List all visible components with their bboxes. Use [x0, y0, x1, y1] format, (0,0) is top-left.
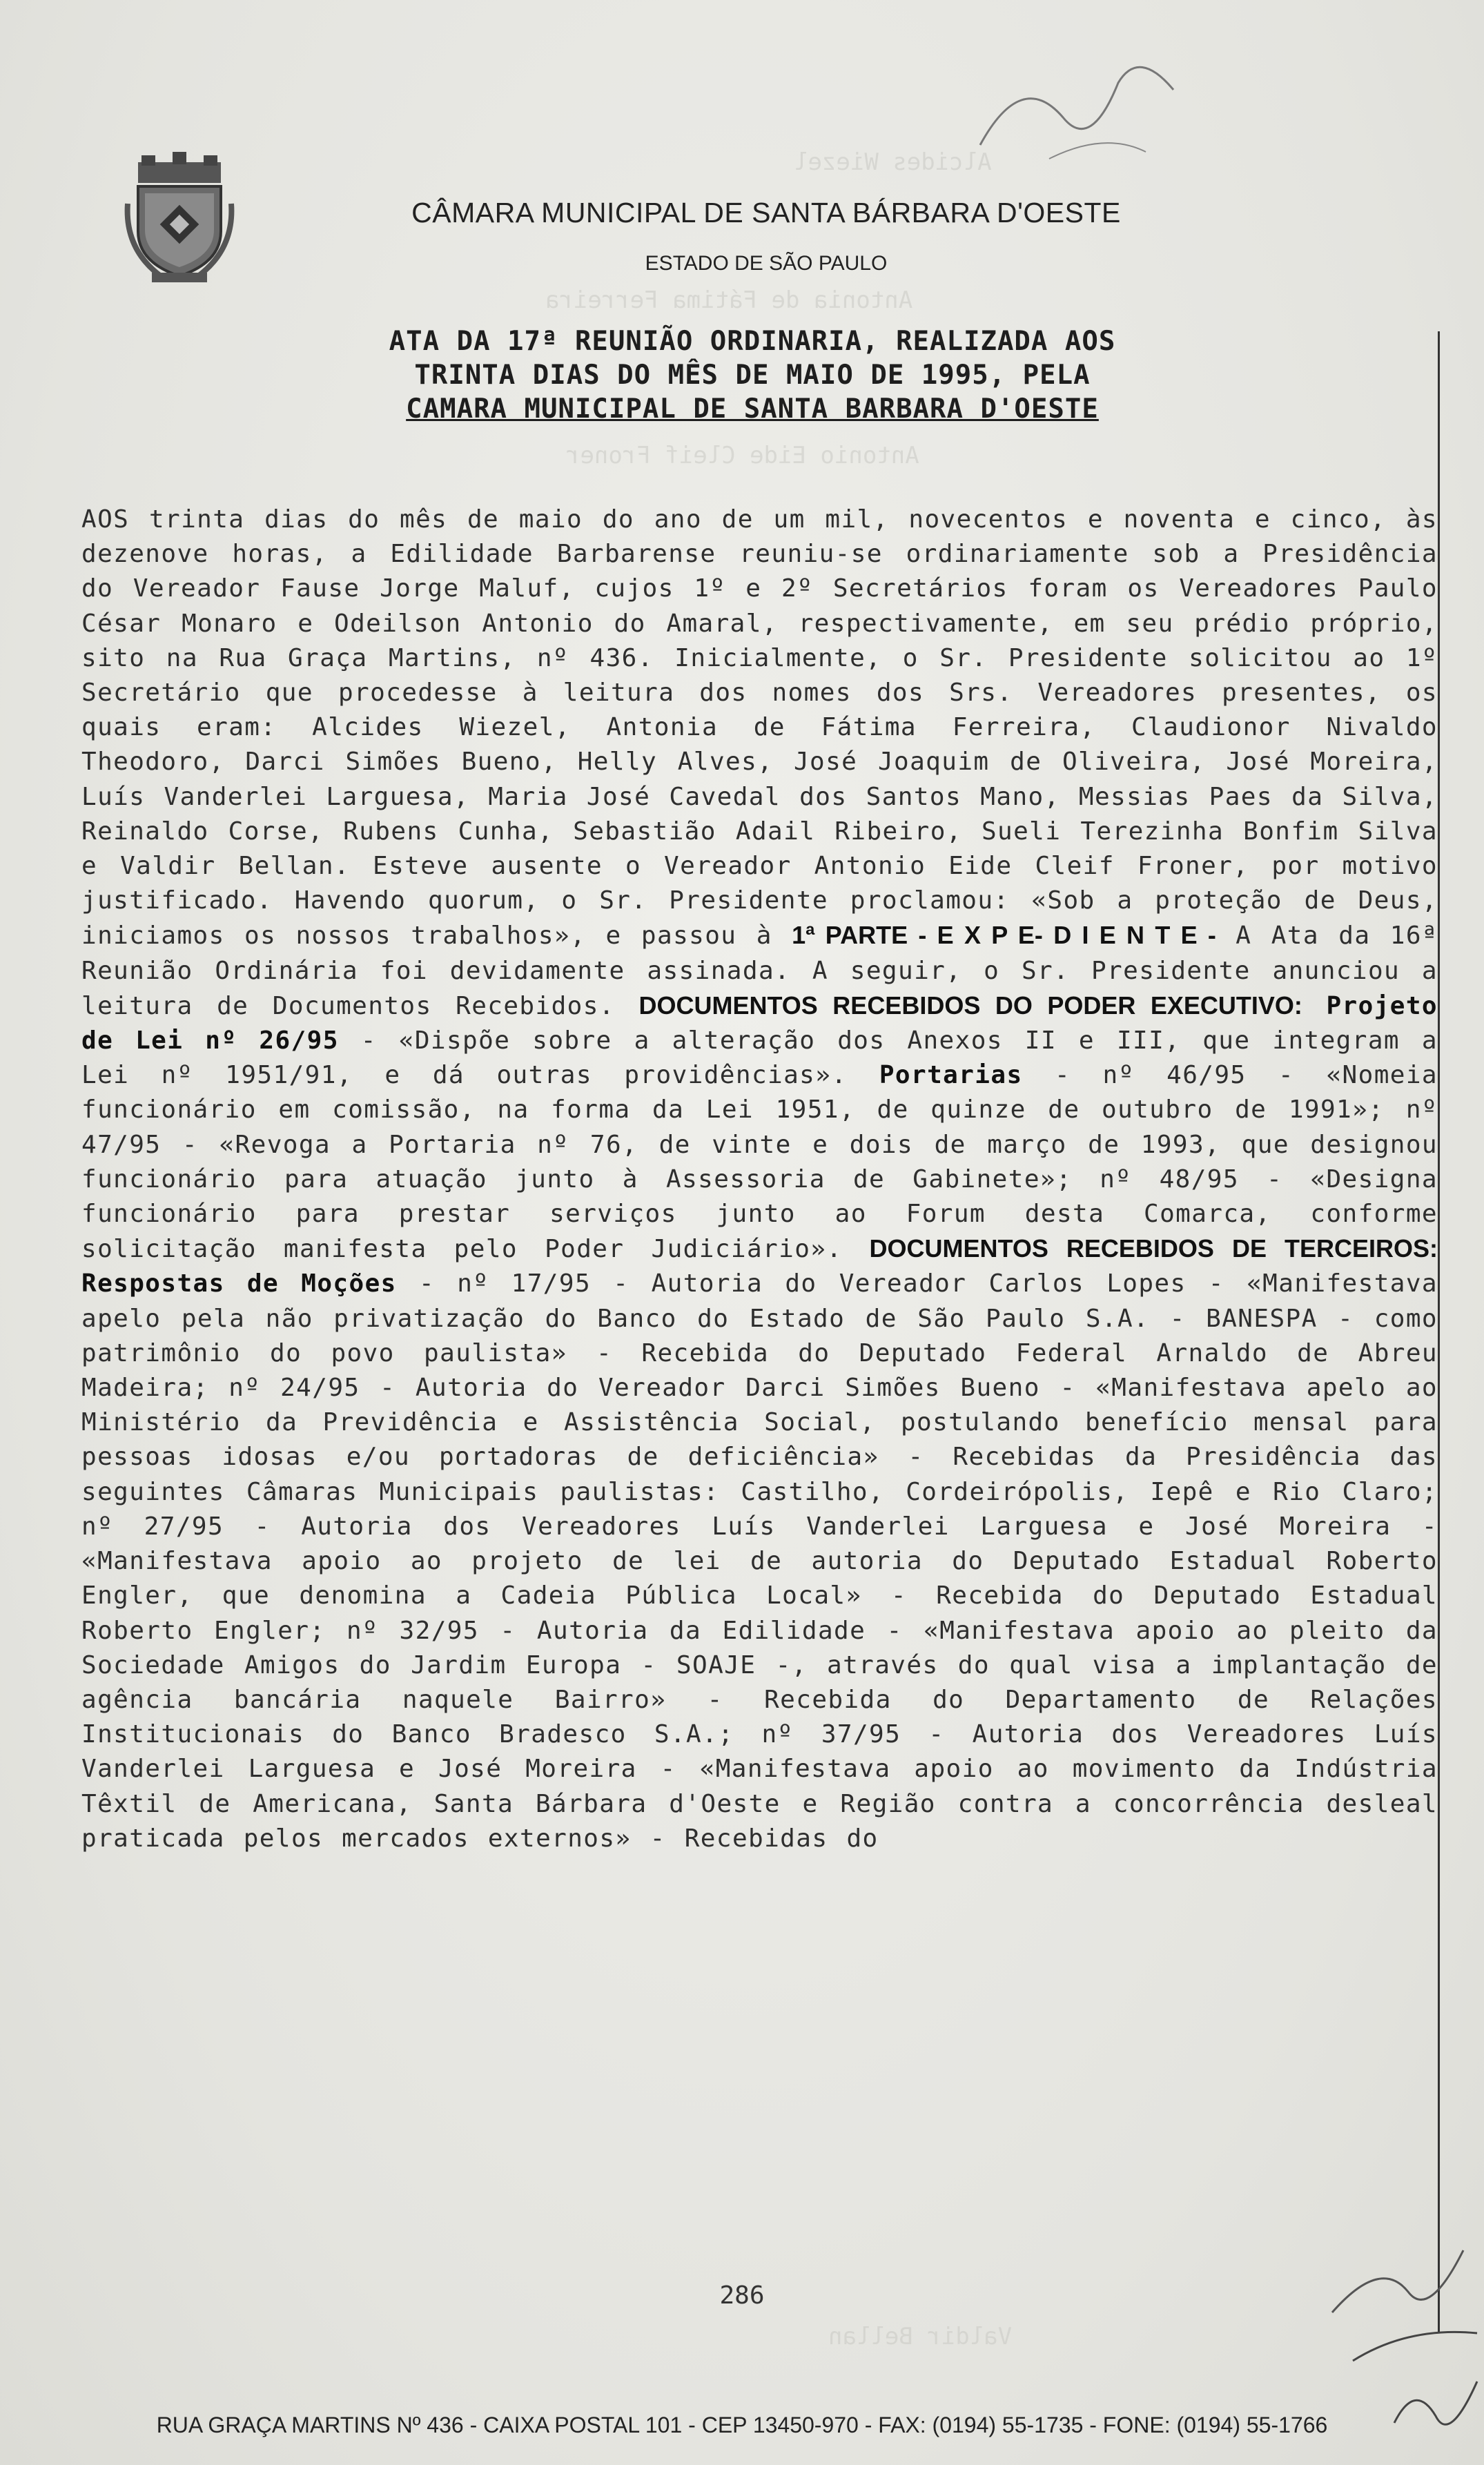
title-line-2: TRINTA DIAS DO MÊS DE MAIO DE 1995, PELA: [414, 360, 1091, 391]
page-number: 286: [719, 2281, 765, 2310]
doc-executivo-heading: DOCUMENTOS RECEBIDOS DO PODER EXECUTIVO:: [638, 991, 1302, 1020]
bleed-through-text: Alcides Wiezel: [794, 148, 992, 176]
signature-icon: [966, 41, 1187, 166]
bleed-through-text: Antonia de Fátima Ferreira: [545, 286, 913, 314]
bleed-through-text: Antonio Eide Cleif Froner: [566, 442, 919, 469]
signature-icon: [1387, 2368, 1484, 2451]
respostas-mocoes-heading: Respostas de Moções: [81, 1269, 397, 1298]
paragraph-mocoes: - nº 17/95 - Autoria do Vereador Carlos Lopes - «Manifestava apelo pela não privatização do Banco do Estado de São Paulo S.A. - BANESPA - como patrimônio do povo paulista» - Recebida do Deputado Federal Arnaldo de Abreu Madeira; nº 24/95 - Autoria do Vereador Darci Simões Bueno - «Manifestava apelo ao Ministério da Previdência e Assistência Social, postulando benefício mensal para pessoas idosas e/ou portadoras de deficiência» - Recebidas da Presidência das seguintes Câmaras Municipais paulistas: Castilho, Cordeirópolis, Iepê e Rio Claro; nº 27/95 - Autoria dos Vereadores Luís Vanderlei Larguesa e José Moreira - «Manifestava apoio ao projeto de lei de autoria do Deputado Estadual Roberto Engler, que denomina a Cadeia Pública Local» - Recebida do Deputado Estadual Roberto Engler; nº 32/95 - Autoria da Edilidade - «Manifestava apoio ao pleito da Sociedade Amigos do Jardim Europa - SOAJE -, através do qual visa a implantação de agência bancária naquele Bairro» - Recebida do Departamento de Relações Institucionais do Banco Bradesco S.A.; nº 37/95 - Autoria dos Vereadores Luís Vanderlei Larguesa e José Moreira - «Manifestava apoio ao movimento da Indústria Têxtil de Americana, Santa Bárbara d'Oeste e Região contra a concorrência desleal praticada pelos mercados externos» - Recebidas do: [81, 1269, 1438, 1853]
doc-terceiros-heading: DOCUMENTOS RECEBIDOS DE TERCEIROS:: [869, 1234, 1438, 1263]
margin-rule: [1438, 331, 1440, 2333]
paragraph-projeto: - «Dispõe sobre a alteração dos Anexos II e III, que integram a Lei nº 1951/91, e dá outras providências».: [81, 1026, 1438, 1090]
title-line-3: CAMARA MUNICIPAL DE SANTA BARBARA D'OESTE: [406, 393, 1099, 425]
paragraph-ata: A Ata da 16ª Reunião Ordinária foi devidamente assinada. A seguir, o Sr. Presidente anunciou a leitura de Documentos Recebidos.: [81, 922, 1438, 1020]
minutes-title: [297, 324, 1208, 426]
portarias-heading: Portarias: [879, 1061, 1023, 1090]
signature-icon: [1325, 2230, 1484, 2368]
title-line-1: ATA DA 17ª REUNIÃO ORDINARIA, REALIZADA AOS: [389, 326, 1116, 357]
footer-address: RUA GRAÇA MARTINS Nº 436 - CAIXA POSTAL 101 - CEP 13450-970 - FAX: (0194) 55-1735 - FONE: (0194) 55-1766: [156, 2413, 1328, 2437]
paragraph-portarias: - nº 46/95 - «Nomeia funcionário em comissão, na forma da Lei 1951, de quinze de outubro de 1991»; nº 47/95 - «Revoga a Portaria nº 76, de vinte e dois de março de 1993, que designou funcionário para atuação junto à Assessoria de Gabinete»; nº 48/95 - «Designa funcionário para prestar serviços junto ao Forum desta Comarca, conforme solicitação manifesta pelo Poder Judiciário».: [81, 1061, 1438, 1264]
paragraph-opening: AOS trinta dias do mês de maio do ano de um mil, novecentos e noventa e cinco, às dezenove horas, a Edilidade Barbarense reuniu-se ordinariamente sob a Presidência do Vereador Fause Jorge Maluf, cujos 1º e 2º Secretários foram os Vereadores Paulo César Monaro e Odeilson Antonio do Amaral, respectivamente, em seu prédio próprio, sito na Rua Graça Martins, nº 436. Inicialmente, o Sr. Presidente solicitou ao 1º Secretário que procedesse à leitura dos nomes dos Srs. Vereadores presentes, os quais eram: Alcides Wiezel, Antonia de Fátima Ferreira, Claudionor Nivaldo Theodoro, Darci Simões Bueno, Helly Alves, José Joaquim de Oliveira, José Moreira, Luís Vanderlei Larguesa, Maria José Cavedal dos Santos Mano, Messias Paes da Silva, Reinaldo Corse, Rubens Cunha, Sebastião Adail Ribeiro, Sueli Terezinha Bonfim Silva e Valdir Bellan. Esteve ausente o Vereador Antonio Eide Cleif Froner, por motivo justificado. Havendo quorum, o Sr. Presidente proclamou: «Sob a proteção de Deus, iniciamos os nossos trabalhos», e passou à: [81, 505, 1438, 951]
institution-name: CÂMARA MUNICIPAL DE SANTA BÁRBARA D'OESTE: [411, 197, 1121, 228]
bleed-through-text: Valdir Bellan: [828, 2323, 1013, 2350]
expediente-heading: 1ª PARTE - E X P E- D I E N T E -: [792, 921, 1216, 950]
minutes-body: [81, 503, 1438, 1856]
state-name: ESTADO DE SÃO PAULO: [645, 252, 888, 275]
projeto-lei-heading: Projeto de Lei nº 26/95: [81, 991, 1438, 1055]
